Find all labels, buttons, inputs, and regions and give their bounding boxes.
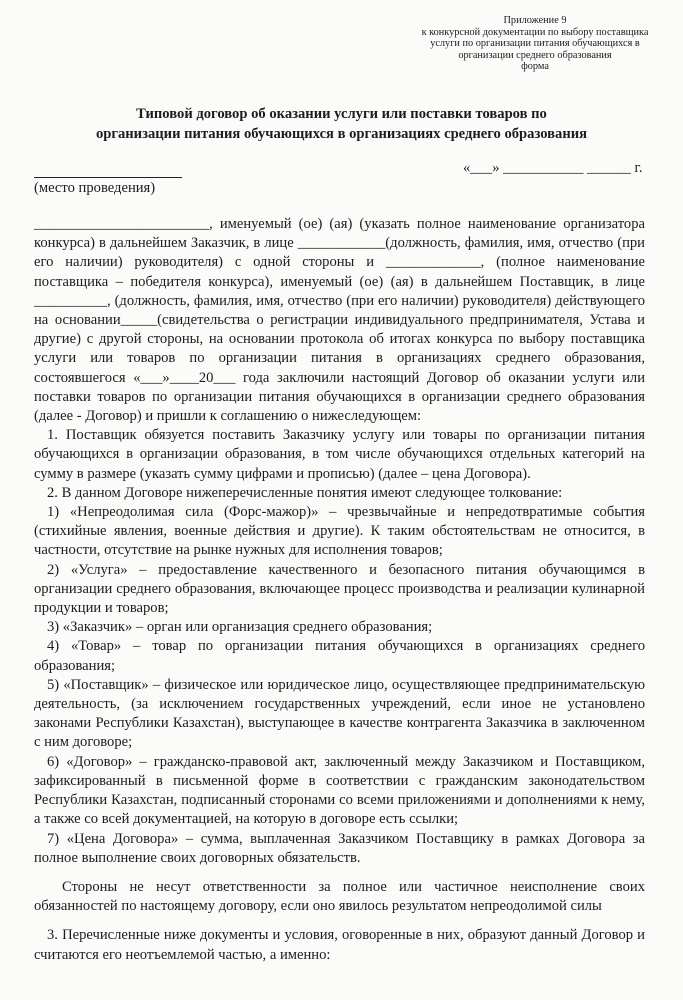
annex-line: Приложение 9 — [503, 15, 567, 26]
definition-5: 5) «Поставщик» – физическое или юридическое лицо, осуществляющее предпринимательскую деятельность, (за исключением государственных учреждений, если иное не установлено законами Республики Казахстан), выступающее в качестве контрагента Заказчика в заключенном с ним договоре; — [34, 676, 645, 751]
annex-line: форма — [521, 61, 549, 73]
definition-1: 1) «Непреодолимая сила (Форс-мажор)» – чрезвычайные и непредотвратимые события (стихийные явления, военные действия и другие). К таким обстоятельствам не относится, в частности, отсутствие на рынке нужных для исполнения товаров; — [34, 504, 645, 559]
title-line-2: организации питания обучающихся в организациях среднего образования — [95, 126, 588, 142]
definition-2: 2) «Услуга» – предоставление качественного и безопасного питания обучающимся в организации среднего образования, включающее процесс производства и реализации кулинарной продукции и товаров; — [34, 561, 645, 617]
clause-2: 2. В данном Договоре нижеперечисленные понятия имеют следующее толкование: — [47, 484, 563, 501]
annex-line: услуги по организации питания обучающихся в — [430, 38, 640, 50]
title-line-1: Типовой договор об оказании услуги или поставки товаров по — [136, 106, 547, 122]
definition-7: 7) «Цена Договора» – сумма, выплаченная Заказчиком Поставщику в рамках Договора за полное выполнение своих договорных обязательств. — [34, 830, 645, 866]
definition-6: 6) «Договор» – гражданско-правовой акт, заключенный между Заказчиком и Поставщиком, зафиксированный в письменной форме в соответствии с гражданским законодательством Республики Казахстан, подписанный сторонами со всеми приложениями и дополнениями к нему, а также со всей документацией, на которую в договоре есть ссылки; — [34, 753, 645, 828]
date-blank: «___» ___________ ______ г. — [463, 160, 643, 176]
force-majeure-paragraph: Стороны не несут ответственности за полное или частичное неисполнение своих обязанностей по настоящему договору, если оно явилось результатом непреодолимой силы — [34, 878, 645, 915]
annex-line: к конкурсной документации по выбору поставщика — [421, 26, 649, 38]
clause-1: 1. Поставщик обязуется поставить Заказчику услугу или товары по организации питания обучающихся в организации образования, в том числе обучающихся отдельных категорий на сумму в размере (указать сумму цифрами и прописью) (далее – цена Договора). — [34, 427, 645, 482]
annex-note — [385, 15, 683, 73]
preamble-paragraph: ________________________, именуемый (ое) (ая) (указать полное наименование организатора конкурса) в дальнейшем Заказчик, в лице ____________(должность, фамилия, имя, отчество (при его наличии) руководителя) с одной стороны и _____________, (полное наименование поставщика – победителя конкурса), именуемый (ое) (ая) в дальнейшем Поставщик, в лице __________, (должность, фамилия, имя, отчество (при его наличии) руководителя) действующего на основании_____(свидетельства о регистрации индивидуального предпринимателя, Устава и другие) с другой стороны, на основании протокола об итогах конкурса по выбору поставщика услуги или товаров по организации питания в организациях среднего образования, состоявшегося «___»____20___ года заключили настоящий Договор об оказании услуги или поставки товаров по организации питания обучающихся в организации среднего образования (далее - Договор) и пришли к соглашению о нижеследующем: — [34, 216, 645, 425]
definition-4: 4) «Товар» – товар по организации питания обучающихся в организациях среднего образования; — [34, 638, 645, 674]
place-blank-line — [34, 160, 182, 178]
annex-line: организации среднего образования — [458, 49, 612, 61]
place-label: (место проведения) — [34, 180, 156, 196]
clause-3: 3. Перечисленные ниже документы и условия, оговоренные в них, образуют данный Договор и считаются его неотъемлемой частью, а именно: — [34, 927, 645, 963]
definition-3: 3) «Заказчик» – орган или организация среднего образования; — [47, 619, 433, 636]
contract-body — [34, 215, 645, 965]
document-title — [0, 104, 683, 144]
